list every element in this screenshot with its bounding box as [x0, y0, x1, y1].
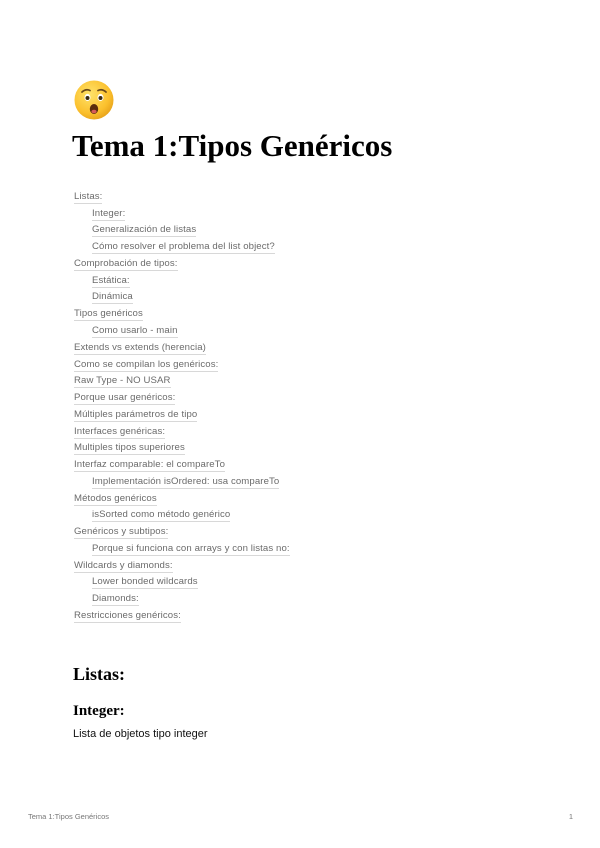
toc-item — [74, 357, 534, 374]
toc-item — [74, 373, 534, 390]
toc-item — [74, 256, 534, 273]
toc-link[interactable]: Lower bonded wildcards — [92, 576, 198, 588]
toc-link[interactable]: Genéricos y subtipos: — [74, 526, 169, 538]
toc-item — [74, 223, 534, 240]
toc-item — [74, 558, 534, 575]
toc-item — [74, 390, 534, 407]
toc-link[interactable]: Cómo resolver el problema del list object? — [92, 241, 275, 253]
toc-link[interactable]: Estática: — [92, 274, 130, 286]
toc-link[interactable]: Diamonds: — [92, 593, 139, 605]
toc-link[interactable]: Extends vs extends (herencia) — [74, 341, 206, 353]
section-paragraph: Lista de objetos tipo integer — [73, 728, 208, 740]
toc-item — [74, 206, 534, 223]
toc-link[interactable]: Como usarlo - main — [92, 325, 178, 336]
toc-link[interactable]: Restricciones genéricos: — [74, 610, 181, 622]
footer-title: Tema 1:Tipos Genéricos — [28, 812, 110, 821]
subsection-heading-integer: Integer: — [73, 703, 125, 719]
toc-link[interactable]: Wildcards y diamonds: — [74, 559, 173, 571]
toc-link[interactable]: Interfaces genéricas: — [74, 425, 166, 437]
toc-item — [74, 508, 534, 525]
toc-item — [74, 608, 534, 625]
toc-item — [74, 541, 534, 558]
toc-link[interactable]: Dinámica — [92, 291, 133, 303]
toc-link[interactable]: Integer: — [92, 207, 126, 219]
toc-item — [74, 306, 534, 323]
toc-item — [74, 440, 534, 457]
toc-link[interactable]: Porque si funciona con arrays y con listas no: — [92, 542, 290, 554]
toc-link[interactable]: Implementación isOrdered: usa compareTo — [92, 475, 280, 487]
astonished-face-icon — [73, 79, 115, 121]
toc-item — [74, 239, 534, 256]
page-title: Tema 1:Tipos Genéricos — [72, 128, 393, 163]
toc-link[interactable]: Multiples tipos superiores — [74, 442, 185, 454]
toc-link[interactable]: Como se compilan los genéricos: — [74, 358, 219, 370]
toc-link[interactable]: Métodos genéricos — [74, 492, 157, 504]
table-of-contents — [74, 189, 534, 625]
toc-link[interactable]: Generalización de listas — [92, 224, 197, 236]
toc-item — [74, 407, 534, 424]
toc-item — [74, 491, 534, 508]
toc-link[interactable]: Interfaz comparable: el compareTo — [74, 459, 226, 471]
toc-item — [74, 189, 534, 206]
section-heading-listas: Listas: — [73, 664, 126, 684]
toc-item — [74, 290, 534, 307]
toc-item — [74, 424, 534, 441]
toc-link[interactable]: Raw Type - NO USAR — [74, 375, 171, 387]
toc-item — [74, 323, 534, 340]
toc-item — [74, 474, 534, 491]
toc-link[interactable]: Porque usar genéricos: — [74, 392, 176, 404]
footer-page-number: 1 — [568, 812, 573, 821]
toc-item — [74, 575, 534, 592]
toc-link[interactable]: Comprobación de tipos: — [74, 257, 178, 269]
toc-item — [74, 273, 534, 290]
toc-item — [74, 457, 534, 474]
toc-item — [74, 340, 534, 357]
toc-link[interactable]: isSorted como método genérico — [92, 509, 231, 521]
toc-link[interactable]: Listas: — [74, 190, 103, 202]
toc-link[interactable]: Múltiples parámetros de tipo — [74, 408, 198, 420]
toc-link[interactable]: Tipos genéricos — [74, 308, 143, 320]
toc-item — [74, 524, 534, 541]
toc-item — [74, 591, 534, 608]
